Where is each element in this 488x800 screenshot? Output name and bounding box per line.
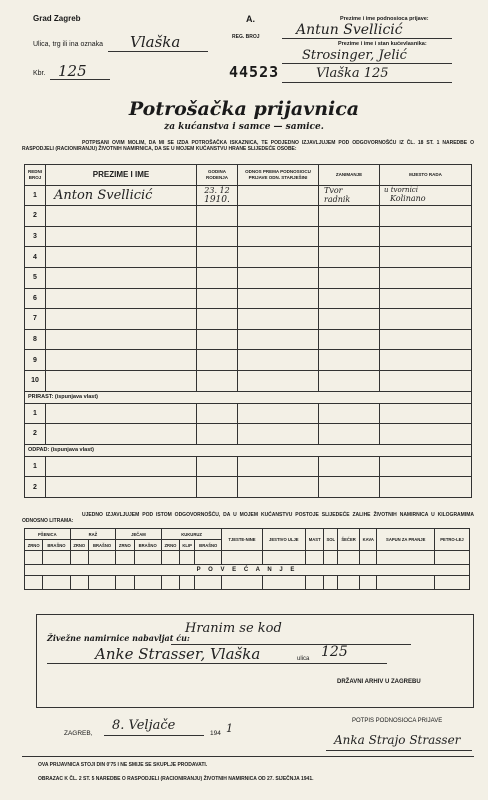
table-row: 10 xyxy=(25,370,472,391)
applicant-label: Prezime i ime podnosioca prijave: xyxy=(340,16,429,22)
odpad-label: ODPAD: (ispunjava vlast) xyxy=(25,444,472,456)
entry-occupation: Tvor radnik xyxy=(319,185,380,206)
date-handwritten: 8. Veljače xyxy=(112,718,176,733)
stock-statement: UJEDNO IZJAVLJUJEM POD ISTOM ODGOVORNOŠĆU, DA U MOJEM KUĆANSTVU POSTOJE SLIJEDEĆE ZALIHE ŽIVOTNIH NAMIRNICA U KILOGRAMIMA ODNOSNO LITRAMA: xyxy=(22,512,474,524)
prirast-label: PRIRAST: (ispunjava vlast) xyxy=(25,391,472,403)
table-row: 2 xyxy=(25,477,472,498)
col-year: GODINA RODENJA xyxy=(197,165,238,186)
house-label: Kbr. xyxy=(33,70,46,77)
table-row: 8 xyxy=(25,329,472,350)
col-relation: ODNOS PREMA PODNOSIOCU PRIJAVE ODN. STARJEŠINI xyxy=(238,165,319,186)
entry-year: 23. 12 1910. xyxy=(197,185,238,206)
reg-number: 44523 xyxy=(229,63,280,81)
stock-row xyxy=(25,576,470,590)
table-row: 9 xyxy=(25,350,472,371)
persons-table xyxy=(24,164,472,498)
archive-stamp: DRŽAVNI ARHIV U ZAGREBU xyxy=(337,679,421,685)
povecanje-label: P O V E Ć A N J E xyxy=(25,565,470,576)
street-label: Ulica, trg ili ina oznaka xyxy=(33,41,104,48)
owner-label: Prezime i ime i stan kućevlasnika: xyxy=(338,41,427,47)
page-title: Potrošačka prijavnica xyxy=(128,98,360,120)
entry-workplace: u tvornici Kolinano xyxy=(380,185,472,206)
table-row: 7 xyxy=(25,309,472,330)
col-no: REDNI BROJ xyxy=(25,165,46,186)
intro-text: POTPISANI OVIM MOLIM, DA MI SE IZDA POTROŠAČKA ISKAZNICA, TE PODJEDNO IZJAVLJUJEM POD ODGOVORNOŠĆU IZ ČL. 18 ST. 1 NAREDBE O RASPODJELI (RACIONIRANJU) ŽIVOTNIH NAMIRNICA, DA SE U MOJEM KUĆANSTVU HRANE SLIJEDEĆE OSOBE: xyxy=(22,140,474,152)
table-row: 2 xyxy=(25,206,472,227)
city-label: Grad Zagreb xyxy=(33,14,81,23)
supply-label: Živežne namirnice nabavljat ću: xyxy=(47,633,190,643)
supply-handwritten-2: Anke Strasser, Vlaška xyxy=(95,645,261,663)
applicant-value: Antun Svellicić xyxy=(296,22,403,38)
entry-name: Anton Svellicić xyxy=(46,185,197,206)
col-occupation: ZANIMANJE xyxy=(319,165,380,186)
supply-box xyxy=(36,614,474,708)
supply-house-no: 125 xyxy=(321,644,348,660)
page-subtitle: za kućanstva i samce — samice. xyxy=(164,122,324,132)
reg-label: REG. BROJ xyxy=(232,34,260,40)
form-letter: A. xyxy=(246,14,255,24)
table-row: 1 xyxy=(25,456,472,477)
table-row: 5 xyxy=(25,267,472,288)
table-row: 6 xyxy=(25,288,472,309)
stock-row xyxy=(25,551,470,565)
street-value: Vlaška xyxy=(130,33,181,51)
stock-table: PŠENICA RAŽ JEČAM KUKURUZ TJESTE-NINE JESTIVO ULJE MAST SOL ŠEĆER KAVA SAPUN ZA PRANJE PETRO-LEJ ZRNO BRAŠNO ZRNO BRAŠNO ZRNO BRAŠNO ZRNO KLIP BRAŠNO P O V E Ć A N J E xyxy=(24,528,470,590)
table-row: 1 Anton Svellicić 23. 12 1910. Tvor radnik u tvornici Kolinano xyxy=(25,185,472,206)
signature-label: POTPIS PODNOSIOCA PRIJAVE xyxy=(352,718,443,724)
owner-value-2: Vlaška 125 xyxy=(316,66,389,81)
footnote-2: OBRAZAC K ČL. 2 ST. 5 NAREDBE O RASPODJELI (RACIONIRANJU) ŽIVOTNIH NAMIRNICA OD 27. SIJEČNJA 1941. xyxy=(38,776,314,782)
supply-handwritten-1: Hranim se kod xyxy=(185,621,282,636)
signature: Anka Strajo Strasser xyxy=(334,733,461,747)
table-row: 2 xyxy=(25,424,472,445)
year-label: 194 xyxy=(210,730,221,737)
table-row: 4 xyxy=(25,247,472,268)
table-row: 1 xyxy=(25,403,472,424)
place-label: ZAGREB, xyxy=(64,730,93,737)
ulica-label: ulica xyxy=(297,656,310,662)
col-workplace: MJESTO RADA xyxy=(380,165,472,186)
footnote-1: OVA PRIJAVNICA STOJI DIN 0'75 I NE SMIJE SE SKUPLJE PRODAVATI. xyxy=(38,762,208,768)
year-handwritten: 1 xyxy=(226,722,233,735)
col-name: PREZIME I IME xyxy=(46,165,197,186)
table-row: 3 xyxy=(25,226,472,247)
owner-value-1: Strosinger, Jelić xyxy=(302,48,407,63)
house-value: 125 xyxy=(58,62,87,80)
